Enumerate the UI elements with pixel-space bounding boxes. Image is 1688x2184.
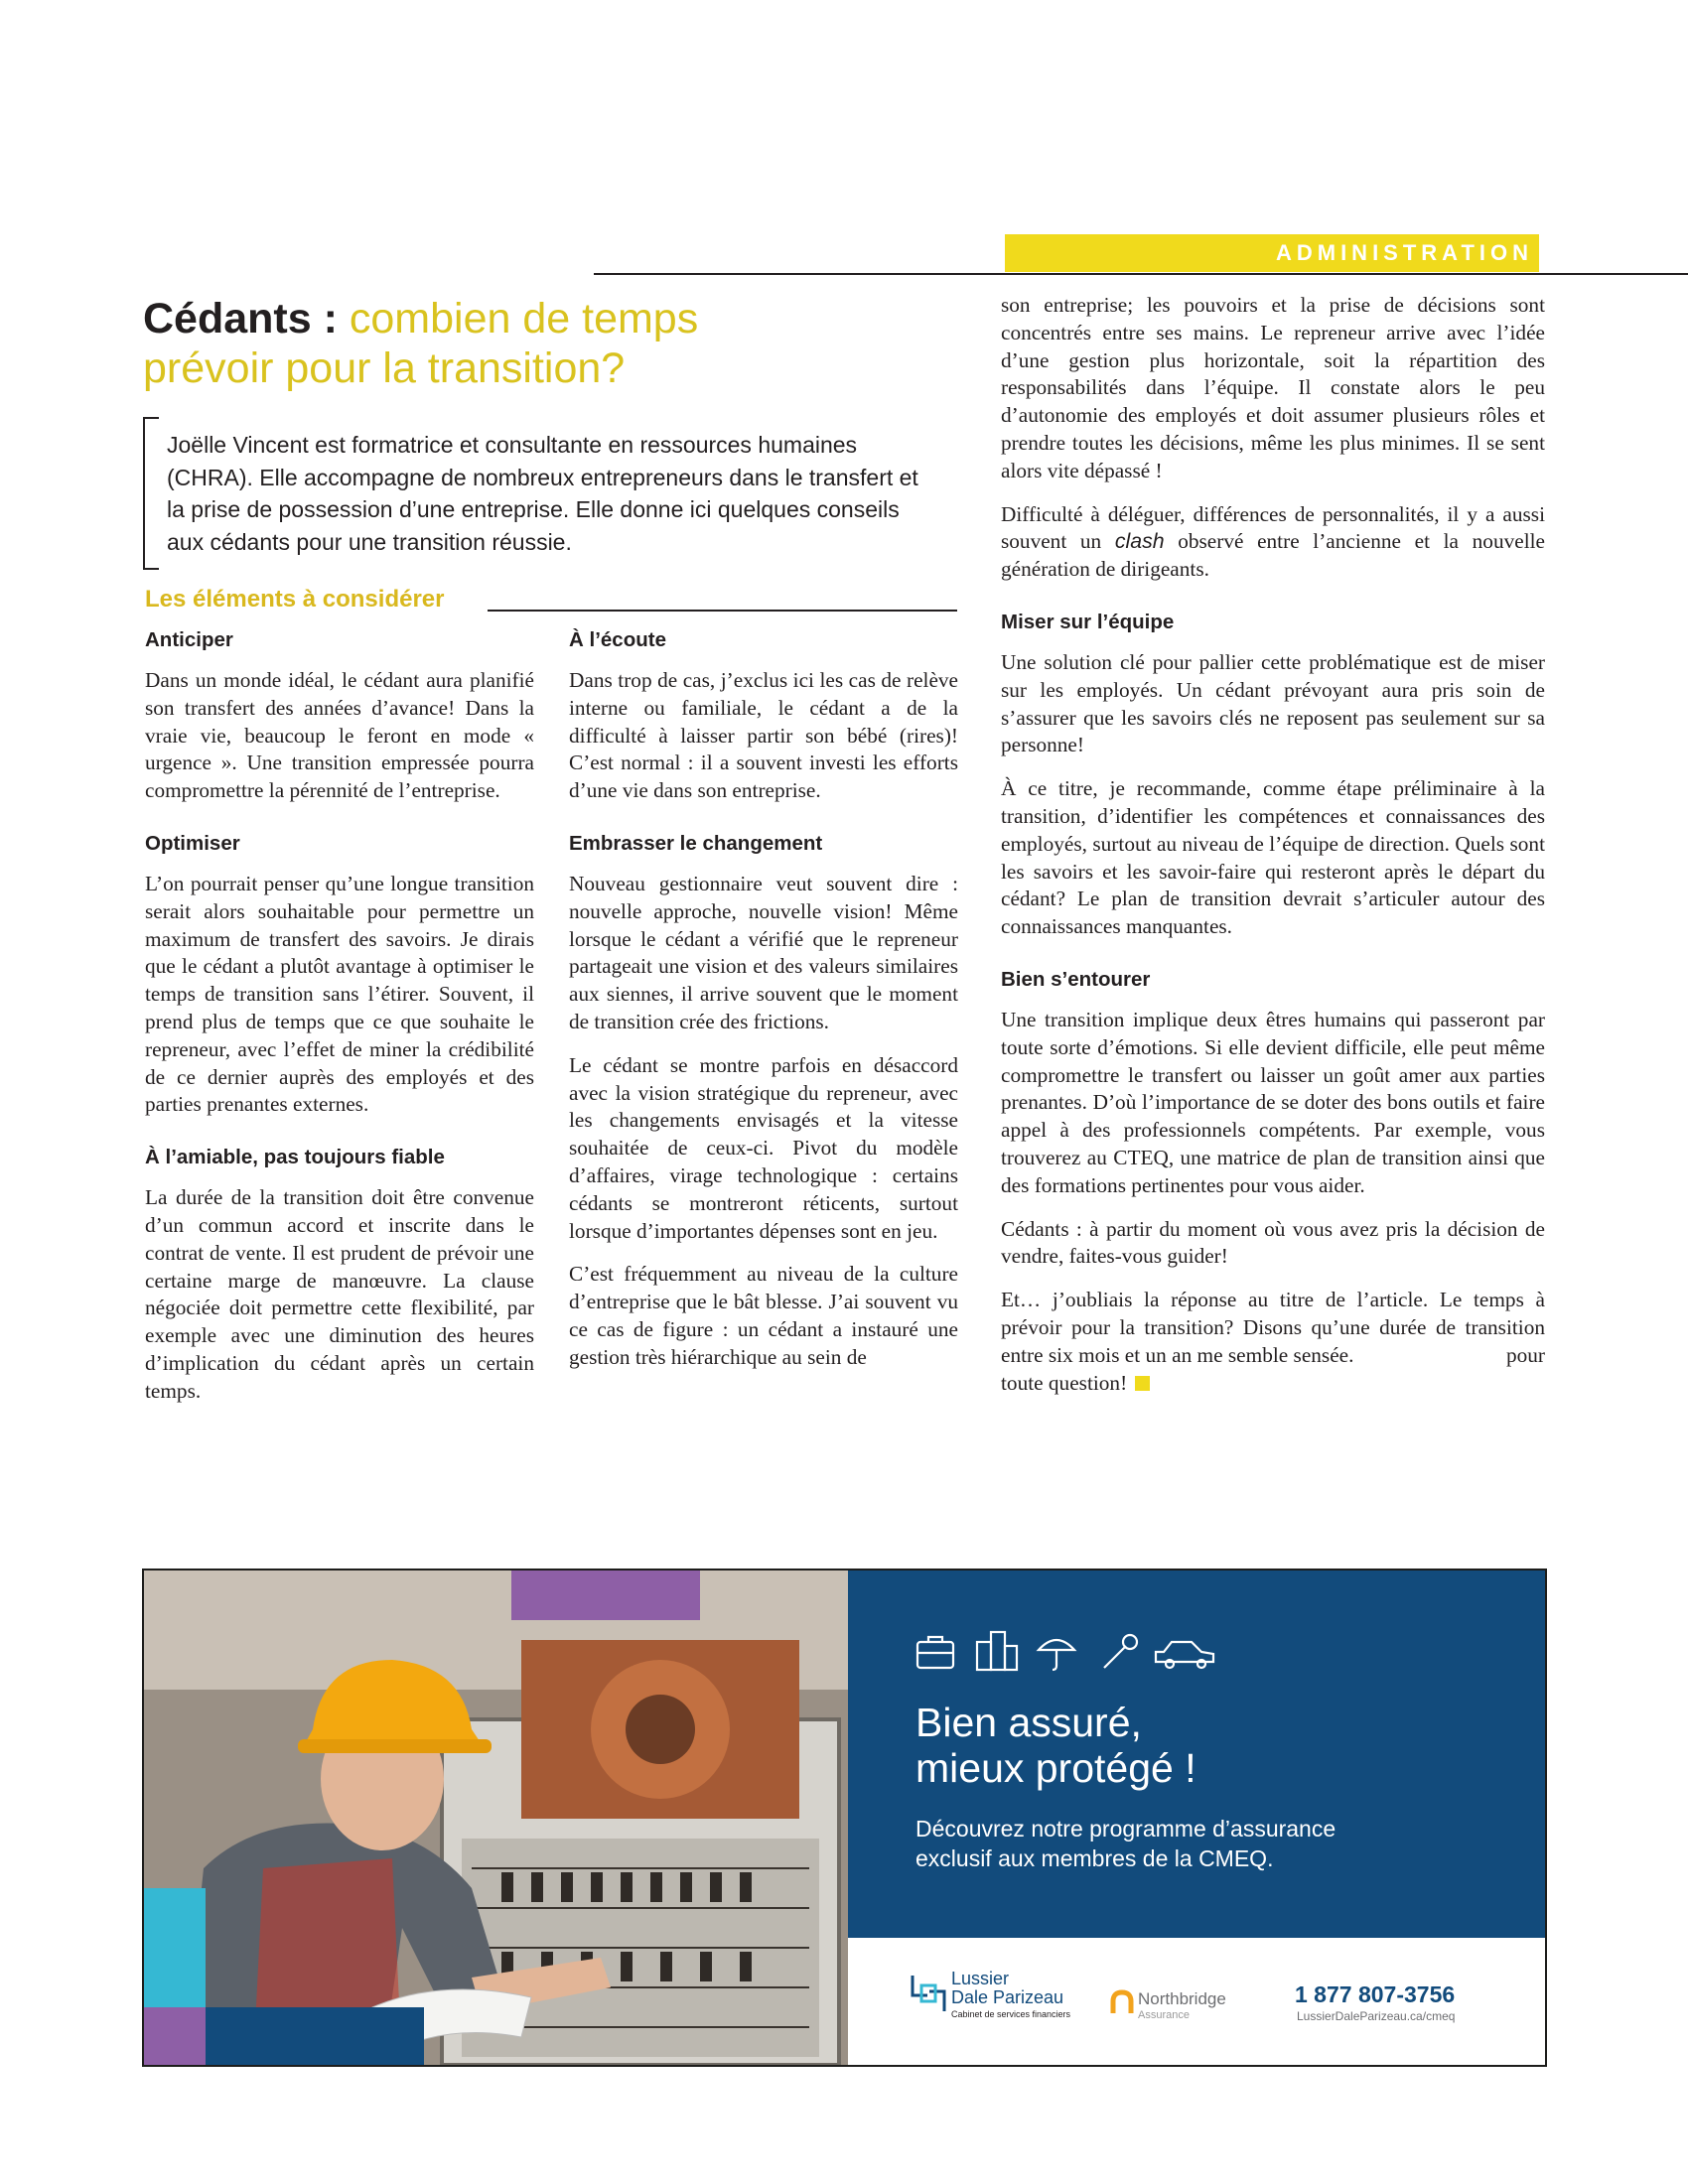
- paragraph: son entreprise; les pouvoirs et la prise de décisions sont concentrés entre ses mains. Le repreneur arrive avec l’idée d’une gestion plus horizontale, soit la répartition des responsabilités dans l’équipe. Il constate alors le peu d’autonomie des employés et doit assumer plusieurs rôles et prendre toutes les décisions, même les plus minimes. Il se sent alors vite dépassé !: [1001, 293, 1545, 482]
- column-3: [1001, 292, 1545, 1397]
- text-run: Difficulté à déléguer, différences de personnalités, il y a aussi souvent un: [1001, 501, 1545, 554]
- electrician-illustration: [144, 1570, 848, 2065]
- section-heading: Les éléments à considérer: [145, 586, 445, 613]
- paragraph: C’est fréquemment au niveau de la culture d’entreprise que le bât blesse. J’ai souvent vu ce cas de figure : un cédant a instauré une gestion très hiérarchique au sein de: [569, 1262, 958, 1369]
- ad-subtext-line2: exclusif aux membres de la CMEQ.: [915, 1845, 1274, 1871]
- ad-subtext-line1: Découvrez notre programme d’assurance: [915, 1816, 1336, 1842]
- paragraph: Dans un monde idéal, le cédant aura planifié son transfert des années d’avance! Dans la vraie vie, beaucoup le feront en mode « urgence ». Une transition empressée pourra compromettre la pérennité de l’entreprise.: [145, 668, 534, 803]
- umbrella-icon: [1039, 1640, 1074, 1670]
- ad-headline: [915, 1700, 1196, 1791]
- end-mark-square: [1135, 1376, 1150, 1391]
- paragraph: Dans trop de cas, j’exclus ici les cas de relève interne ou familiale, le cédant a de la difficulté à laisser partir son bébé (rires)! C’est normal : il a souvent investi les efforts d’une vie dans son entreprise.: [569, 668, 958, 803]
- ldp-logo-text: [951, 1970, 1070, 2021]
- purple-corner-block: [144, 2007, 206, 2065]
- section-heading-rule: [488, 610, 957, 612]
- text-run: observé entre l’ancienne et la nouvelle génération de dirigeants.: [1001, 529, 1545, 582]
- northbridge-name: Northbridge: [1138, 1989, 1226, 2008]
- ad-phone[interactable]: 1 877 807-3756: [1295, 1981, 1456, 2007]
- ldp-logo-icon: [910, 1974, 947, 2013]
- ad-photo-electrician: [144, 1570, 848, 2065]
- title-bold: Cédants :: [143, 295, 338, 342]
- paragraph-closing: [1001, 1287, 1545, 1397]
- intro-bracket: [143, 417, 159, 570]
- paragraph: Nouveau gestionnaire veut souvent dire : nouvelle approche, nouvelle vision! Même lorsque le cédant a vérifié que le repreneur partageait une vision et des valeurs similaires aux siennes, il arrive souvent que le moment de transition crée des frictions.: [569, 871, 958, 1033]
- intro-text: Joëlle Vincent est formatrice et consultante en ressources humaines (CHRA). Elle accompagne de nombreux entrepreneurs dans le transfert et la prise de possession d’une entreprise. Elle donne ici quelques conseils aux cédants pour une transition réussie.: [167, 432, 918, 555]
- paragraph-clash: [1001, 501, 1545, 584]
- ldp-tagline: Cabinet de services financiers: [951, 2009, 1071, 2019]
- paragraph: Une transition implique deux êtres humains qui passeront par toute sorte d’émotions. Si elle devient difficile, elle peut même compromettre le transfert ou laisser un goût amer aux parties prenantes. D’où l’importance de se doter des bons outils et faire appel à des professionnels compétents. Par exemple, vous trouverez au CTEQ, une matrice de plan de transition ainsi que des formations pertinentes pour vous aider.: [1001, 1007, 1545, 1197]
- ad-footer: [848, 1938, 1545, 2065]
- emphasis-clash: clash: [1114, 529, 1165, 554]
- ldp-name-line2: Dale Parizeau: [951, 1987, 1064, 2007]
- text-run: Et… j’oubliais la réponse au titre de l’article. Le temps à prévoir pour la transition? Disons qu’une durée de transition entre six mois et un an me semble sensée.: [1001, 1288, 1545, 1367]
- paragraph: Cédants : à partir du moment où vous avez pris la décision de vendre, faites-vous guider!: [1001, 1216, 1545, 1269]
- northbridge-sub: Assurance: [1138, 2009, 1190, 2021]
- intro-block: [143, 417, 937, 568]
- paragraph: Une solution clé pour pallier cette problématique est de miser sur les employés. Un cédant prévoyant aura pris soin de s’assurer que les savoirs clés ne reposent pas seulement sur sa personne!: [1001, 649, 1545, 757]
- paragraph: À ce titre, je recommande, comme étape préliminaire à la transition, d’identifier les compétences et connaissances des employés, surtout au niveau de l’équipe de direction. Quels sont les savoirs et les savoir-faire qui resteront après le départ du cédant? Le plan de transition devrait s’articuler autour des connaissances manquantes.: [1001, 776, 1545, 939]
- ad-url[interactable]: LussierDaleParizeau.ca/cmeq: [1297, 2009, 1456, 2023]
- subheading-ecoute: À l’écoute: [569, 628, 666, 651]
- briefcase-icon: [917, 1637, 953, 1668]
- column-2: [569, 627, 958, 1388]
- ad-headline-line1: Bien assuré,: [915, 1700, 1142, 1745]
- text-run-pour: pour: [1505, 1342, 1545, 1367]
- northbridge-logo-icon: [1110, 1989, 1134, 2015]
- subheading-changement: Embrasser le changement: [569, 831, 823, 855]
- subheading-amiable: À l’amiable, pas toujours fiable: [145, 1146, 445, 1169]
- ad-icon-row: [915, 1628, 1233, 1678]
- purple-accent-block: [511, 1570, 700, 1620]
- paragraph: La durée de la transition doit être convenue d’un commun accord et inscrite dans le contrat de vente. Il est prudent de prévoir une certaine marge de manœuvre. La clause négociée doit permettre cette flexibilité, par exemple avec une diminution des heures d’implication du cédant après un certain temps.: [145, 1185, 534, 1403]
- title-light-line2: prévoir pour la transition?: [143, 344, 626, 392]
- ad-headline-line2: mieux protégé !: [915, 1745, 1196, 1791]
- buildings-icon: [977, 1632, 1017, 1670]
- navy-corner-block: [206, 2007, 424, 2065]
- ldp-name-line1: Lussier: [951, 1969, 1010, 1988]
- wrench-icon: [1104, 1635, 1137, 1668]
- text-run: toute question!: [1001, 1370, 1128, 1395]
- subheading-entourer: Bien s’entourer: [1001, 967, 1151, 991]
- column-1: [145, 627, 534, 1422]
- ad-message-panel: [848, 1570, 1545, 1938]
- article-title: [143, 294, 957, 393]
- subheading-optimiser: Optimiser: [145, 831, 240, 855]
- title-light-line1: combien de temps: [337, 295, 699, 342]
- paragraph: L’on pourrait penser qu’une longue transition serait alors souhaitable pour permettre un maximum de transfert des savoirs. Je dirais que le cédant a plutôt avantage à optimiser le temps de transition sans l’étirer. Souvent, il prend plus de temps que ce que souhaite le repreneur, avec l’effet de miner la crédibilité de ce dernier auprès des employés et des parties prenantes externes.: [145, 871, 534, 1117]
- section-label-text: ADMINISTRATION: [1275, 240, 1533, 265]
- section-label: [1005, 234, 1539, 272]
- car-icon: [1156, 1642, 1213, 1668]
- paragraph: Le cédant se montre parfois en désaccord avec la vision stratégique du repreneur, avec les changements envisagés et la vitesse souhaitée de ceux-ci. Pivot du modèle d’affaires, virage technologique : certains cédants se montreront réticents, surtout lorsque d’importantes dépenses sont en jeu.: [569, 1052, 958, 1243]
- insurance-ad[interactable]: [142, 1569, 1547, 2067]
- ad-subtext: [915, 1814, 1336, 1873]
- subheading-equipe: Miser sur l’équipe: [1001, 610, 1175, 633]
- northbridge-logo-text: [1138, 1989, 1226, 2021]
- subheading-anticiper: Anticiper: [145, 628, 233, 651]
- header-rule: [594, 273, 1688, 275]
